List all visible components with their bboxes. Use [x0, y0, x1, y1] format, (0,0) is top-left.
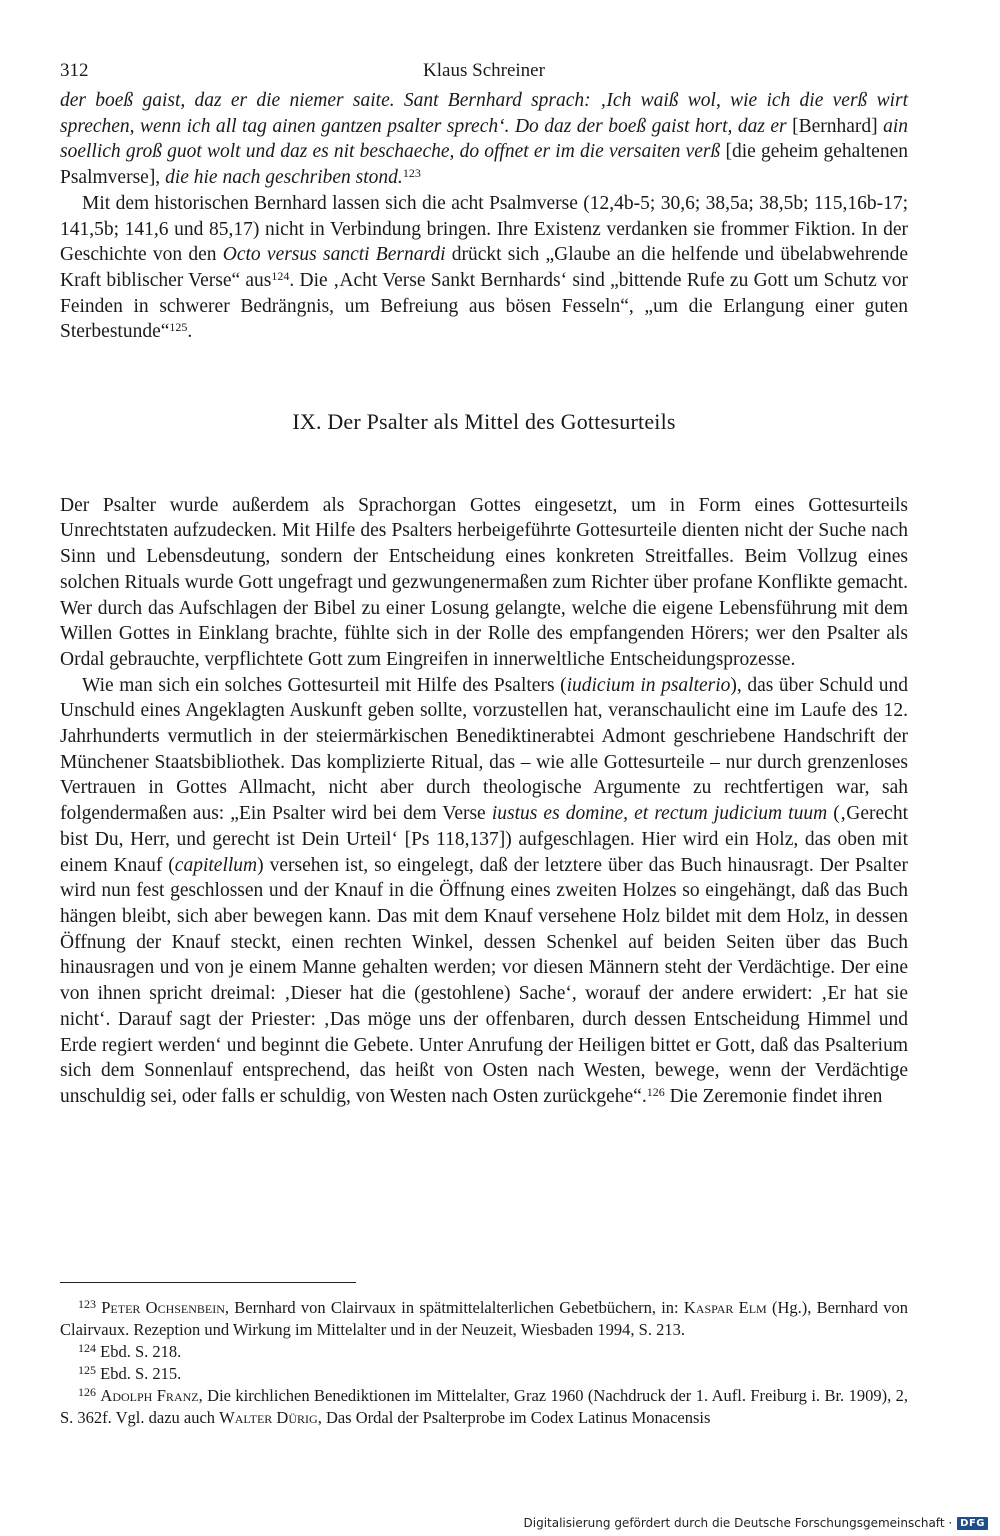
author-name: Adolph Franz — [100, 1386, 199, 1405]
page — [60, 58, 908, 1110]
italic-run: der boeß gaist, daz er die niemer saite. Sant Bernhard sprach: ‚Ich waiß wol, wie ich die verß wirt sprechen, wenn ich all tag ainen gantzen psalter sprech‘. Do daz der boeß gaist hort, daz er — [60, 90, 908, 137]
footnote-separator — [60, 1282, 356, 1283]
text-run: , Die kirchlichen Benediktionen im Mittelalter, Graz 1960 (Nachdruck der 1. Aufl. Freiburg i. Br. 1909), 2, S. 362f. Vgl. dazu auch — [60, 1386, 909, 1427]
footnote-number: 124 — [78, 1341, 96, 1355]
author-name: Peter Ochsenbein — [101, 1298, 225, 1317]
text-run: Der Psalter wurde außerdem als Sprachorgan Gottes eingesetzt, um in Form eines Gottesurteils Unrechtstaten aufzudecken. Mit Hilfe des Psalters herbeigeführte Gottesurteile dienten nicht der Suche nach Sinn und Lebensdeutung, sondern der Entscheidung eines konkreten Streitfalles. Beim Vollzug eines solchen Rituals wurde Gott ungefragt und gezwungenermaßen zum Richter über profane Konflikte gemacht. Wer durch das Aufschlagen der Bibel zu einer Losung gelangte, welche die eigene Lebensführung mit dem Willen Gottes in Einklang brachte, fühlte sich in der Rolle des empfangenden Hörers; wer den Psalter als Ordal gebrauchte, verpflichtete Gott zum Eingreifen in innerweltliche Entscheidungsprozesse. — [60, 494, 908, 670]
footnote — [60, 1385, 908, 1429]
paragraph-4 — [60, 673, 908, 1110]
text-run: drückt sich „Glaube an die helfende und übelabwehrende Kraft biblischer Verse“ aus — [60, 244, 908, 291]
author-name: Walter Dürig — [219, 1408, 318, 1427]
text-run: Die Zeremonie findet ihren — [664, 1085, 883, 1107]
footnote-number: 126 — [78, 1385, 96, 1399]
footnote-ref: 123 — [402, 166, 421, 181]
author-name: Kaspar Elm — [683, 1298, 767, 1317]
footnote — [60, 1341, 908, 1363]
text-run: Ebd. S. 218. — [100, 1342, 182, 1361]
text-run: Ebd. S. 215. — [100, 1364, 182, 1383]
footnote-number: 125 — [78, 1363, 96, 1377]
italic-run: capitellum — [174, 854, 258, 876]
page-header — [60, 58, 908, 88]
paragraph-1 — [60, 88, 908, 191]
text-run: (Hg.), Bernhard von Clairvaux. Rezeption und Wirkung im Mittelalter und in der Neuzeit, Wiesbaden 1994, S. 213. — [60, 1298, 908, 1339]
footnotes — [60, 1297, 908, 1429]
section-heading: IX. Der Psalter als Mittel des Gottesurteils — [292, 409, 676, 435]
text-run: Mit dem historischen Bernhard lassen sich die acht Psalmverse (12,4b-5; 30,6; 38,5a; 38,5b; 115,16b-17; 141,5b; 141,6 und 85,17) nicht in Verbindung bringen. Ihre Existenz verdanken sie frommer Fiktion. In der Geschichte von den — [60, 192, 908, 266]
italic-run: die hie nach geschriben stond. — [165, 167, 403, 189]
footnote-ref: 126 — [646, 1084, 665, 1099]
footnote — [60, 1297, 908, 1341]
footnote-ref: 124 — [271, 268, 290, 283]
footnote-ref: 125 — [169, 320, 188, 335]
page-number: 312 — [60, 60, 89, 81]
footnote — [60, 1363, 908, 1385]
text-run: ), das über Schuld und Unschuld eines Angeklagten Auskunft geben sollte, vorzustellen hat, veranschaulicht eine im Laufe des 12. Jahrhunderts vermutlich in der steiermärkischen Benediktinerabtei Admont geschriebene Handschrift der Münchener Staatsbibliothek. Das komplizierte Ritual, das – wie alle Gottesurteile – nur durch grenzenloses Vertrauen in Gottes Allmacht, nicht aber durch theologische Argumente zu rechtfertigen war, sah folgendermaßen aus: „Ein Psalter wird bei dem Verse — [60, 674, 908, 825]
text-run: (‚Gerecht bist Du, Herr, und gerecht ist Dein Urteil‘ [Ps 118,137]) aufgeschlagen. Hier wird ein Holz, das oben mit einem Knauf ( — [60, 803, 908, 876]
digitization-note: Digitalisierung gefördert durch die Deutsche Forschungsgemeinschaft · — [523, 1516, 953, 1530]
paragraph-2 — [60, 191, 908, 345]
running-head: Klaus Schreiner — [423, 60, 545, 81]
text-run: . — [187, 321, 193, 343]
footnote-number: 123 — [78, 1297, 96, 1311]
text-run: . Die ‚Acht Verse Sankt Bernhards‘ sind „bittende Rufe zu Gott um Schutz vor Feinden in schwerer Bedrängnis, um Befreiung aus bösen Fesseln“, „um die Erlangung einer guten Sterbestunde“ — [60, 269, 908, 343]
italic-run: ain soellich groß guot wolt und daz es nit beschaeche, do offnet er im die versaiten verß — [60, 115, 908, 163]
text-run: Wie man sich ein solches Gottesurteil mit Hilfe des Psalters ( — [82, 674, 567, 696]
body-text — [60, 88, 908, 1110]
text-run: [die geheim gehaltenen Psalmverse], — [60, 141, 908, 189]
text-run: , Das Ordal der Psalterprobe im Codex Latinus Monacensis — [317, 1408, 711, 1427]
dfg-logo: DFG — [957, 1517, 988, 1530]
italic-run: iustus es domine, et rectum judicium tuum — [491, 803, 828, 825]
paragraph-3 — [60, 493, 908, 673]
italic-run: Octo versus sancti Bernardi — [222, 244, 446, 266]
digitization-footer — [524, 1516, 988, 1530]
text-run: , Bernhard von Clairvaux in spätmittelalterlichen Gebetbüchern, in: — [224, 1298, 684, 1317]
text-run: ) versehen ist, so eingelegt, daß der letztere über das Buch hinausragt. Der Psalter wird nun fest geschlossen und der Knauf in die Öffnung eines zweiten Holzes so eingehängt, daß das Buch hängen bleibt, sich aber bewegen kann. Das mit dem Knauf versehene Holz bildet mit dem Holz, in dessen Öffnung der Knauf steckt, einen rechten Winkel, dessen Schenkel auf beiden Seiten über das Buch hinausragen und von je einem Manne gehalten werden; vor diesen Männern steht der Verdächtige. Der eine von ihnen spricht dreimal: ‚Dieser hat die (gestohlene) Sache‘, worauf der andere erwidert: ‚Er hat sie nicht‘. Darauf sagt der Priester: ‚Das möge uns der offenbaren, durch dessen Entscheidung Himmel und Erde regiert werden‘ und beginnt die Gebete. Unter Anrufung der Heiligen bittet er Gott, daß das Psalterium sich dem Sonnenlauf entsprechend, das heißt von Osten nach Westen, bewege, wenn der Verdächtige unschuldig sei, oder falls er schuldig, von Westen nach Osten zurückgehe“. — [60, 854, 908, 1107]
italic-run: iudicium in psalterio — [566, 674, 731, 696]
text-run: [Bernhard] — [792, 115, 884, 137]
